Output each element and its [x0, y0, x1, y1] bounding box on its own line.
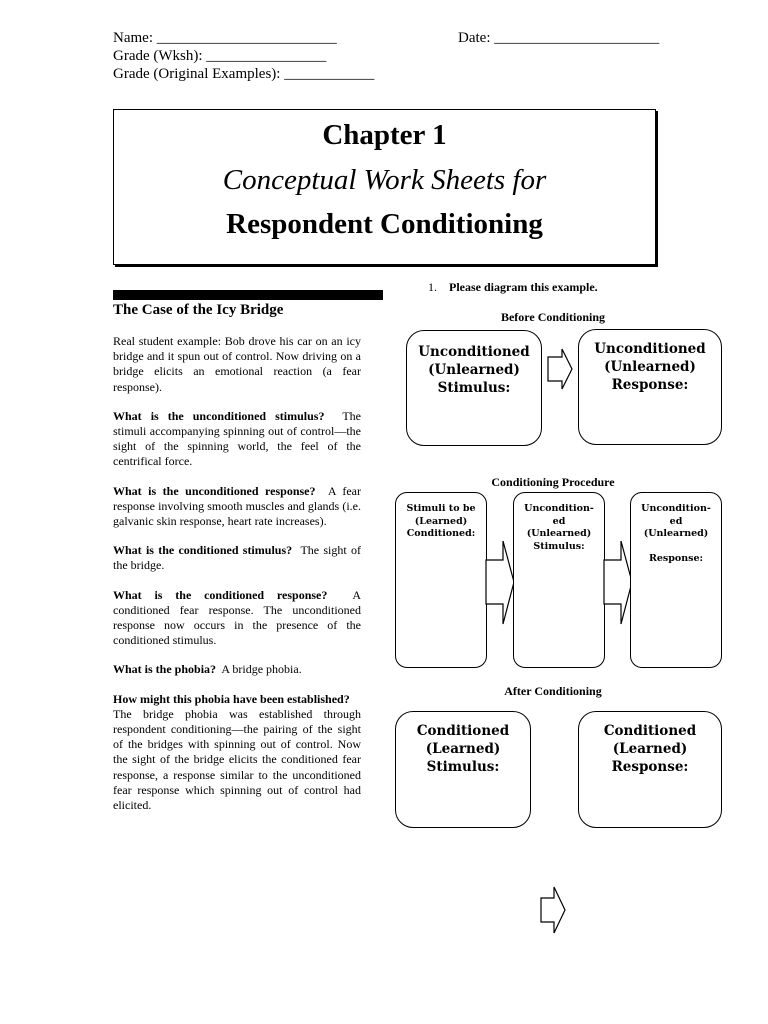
- qa-question: What is the conditioned stimulus?: [113, 543, 293, 558]
- chapter-title-box: [113, 109, 656, 265]
- case-intro: Real student example: Bob drove his car on an icy bridge and it spun out of control. Now driving on a bridge elicits an emotional reaction (a fear response).: [113, 334, 361, 394]
- question-number: 1.: [428, 280, 437, 294]
- question-text: Please diagram this example.: [449, 280, 598, 294]
- case-title: The Case of the Icy Bridge: [113, 302, 284, 318]
- qa-answer: The sight of the bridge.: [113, 543, 361, 573]
- after-conditioning-label: After Conditioning: [504, 684, 602, 698]
- qa-question: What is the conditioned response?: [113, 587, 328, 602]
- after-cs-box[interactable]: Conditioned (Learned) Stimulus:: [395, 711, 531, 828]
- section-divider-bar: [113, 290, 383, 300]
- qa-question: How might this phobia have been established?: [113, 691, 350, 706]
- qa-item: [113, 662, 361, 677]
- chapter-topic: Respondent Conditioning: [226, 208, 543, 240]
- qa-answer: The bridge phobia was established through respondent conditioning—the pairing of the sight of the bridges with spinning out of control. Now the sight of the bridge elicits the conditioned fear response, a response similar to the unconditioned fear response which spinning out of control had elicited.: [113, 706, 361, 813]
- qa-item: [113, 543, 361, 573]
- qa-item: [113, 484, 361, 530]
- block-arrow-right-icon: [485, 540, 515, 625]
- procedure-us-box[interactable]: Uncondition- ed (Unlearned) Stimulus:: [513, 492, 605, 668]
- qa-answer: A bridge phobia.: [221, 662, 302, 677]
- case-text: [113, 334, 361, 827]
- date-field: Date: ______________________: [458, 30, 660, 46]
- qa-question: What is the phobia?: [113, 662, 217, 677]
- block-arrow-right-icon: [540, 886, 566, 934]
- before-ur-box[interactable]: Unconditioned (Unlearned) Response:: [578, 329, 722, 445]
- qa-answer: The stimuli accompanying spinning out of control—the sight of the spinning world, the feel of the centrifical force.: [113, 408, 361, 469]
- after-cr-box[interactable]: Conditioned (Learned) Response:: [578, 711, 722, 828]
- qa-item: [113, 692, 361, 814]
- qa-item: [113, 409, 361, 470]
- qa-question: What is the unconditioned stimulus?: [113, 408, 325, 423]
- chapter-number: Chapter 1: [322, 119, 447, 151]
- block-arrow-right-icon: [603, 540, 633, 625]
- before-us-box[interactable]: Unconditioned (Unlearned) Stimulus:: [406, 330, 542, 446]
- qa-answer: A fear response involving smooth muscles and glands (i.e. galvanic skin response, heart rate increases).: [113, 483, 361, 529]
- block-arrow-right-icon: [547, 348, 573, 390]
- qa-question: What is the unconditioned response?: [113, 483, 316, 498]
- procedure-ur-box[interactable]: Uncondition- ed (Unlearned) Response:: [630, 492, 722, 668]
- question-heading: [428, 280, 598, 295]
- chapter-subtitle: Conceptual Work Sheets for: [222, 164, 547, 196]
- procedure-cs-box[interactable]: Stimuli to be (Learned) Conditioned:: [395, 492, 487, 668]
- name-field: Name: ________________________: [113, 30, 337, 46]
- conditioning-procedure-label: Conditioning Procedure: [491, 475, 615, 489]
- grade-original-field: Grade (Original Examples): ____________: [113, 66, 375, 82]
- before-conditioning-label: Before Conditioning: [500, 310, 606, 324]
- grade-wksh-field: Grade (Wksh): ________________: [113, 48, 327, 64]
- qa-answer: A conditioned fear response. The unconditioned response now occurs in the presence of the conditioned stimulus.: [113, 587, 361, 648]
- qa-item: [113, 588, 361, 649]
